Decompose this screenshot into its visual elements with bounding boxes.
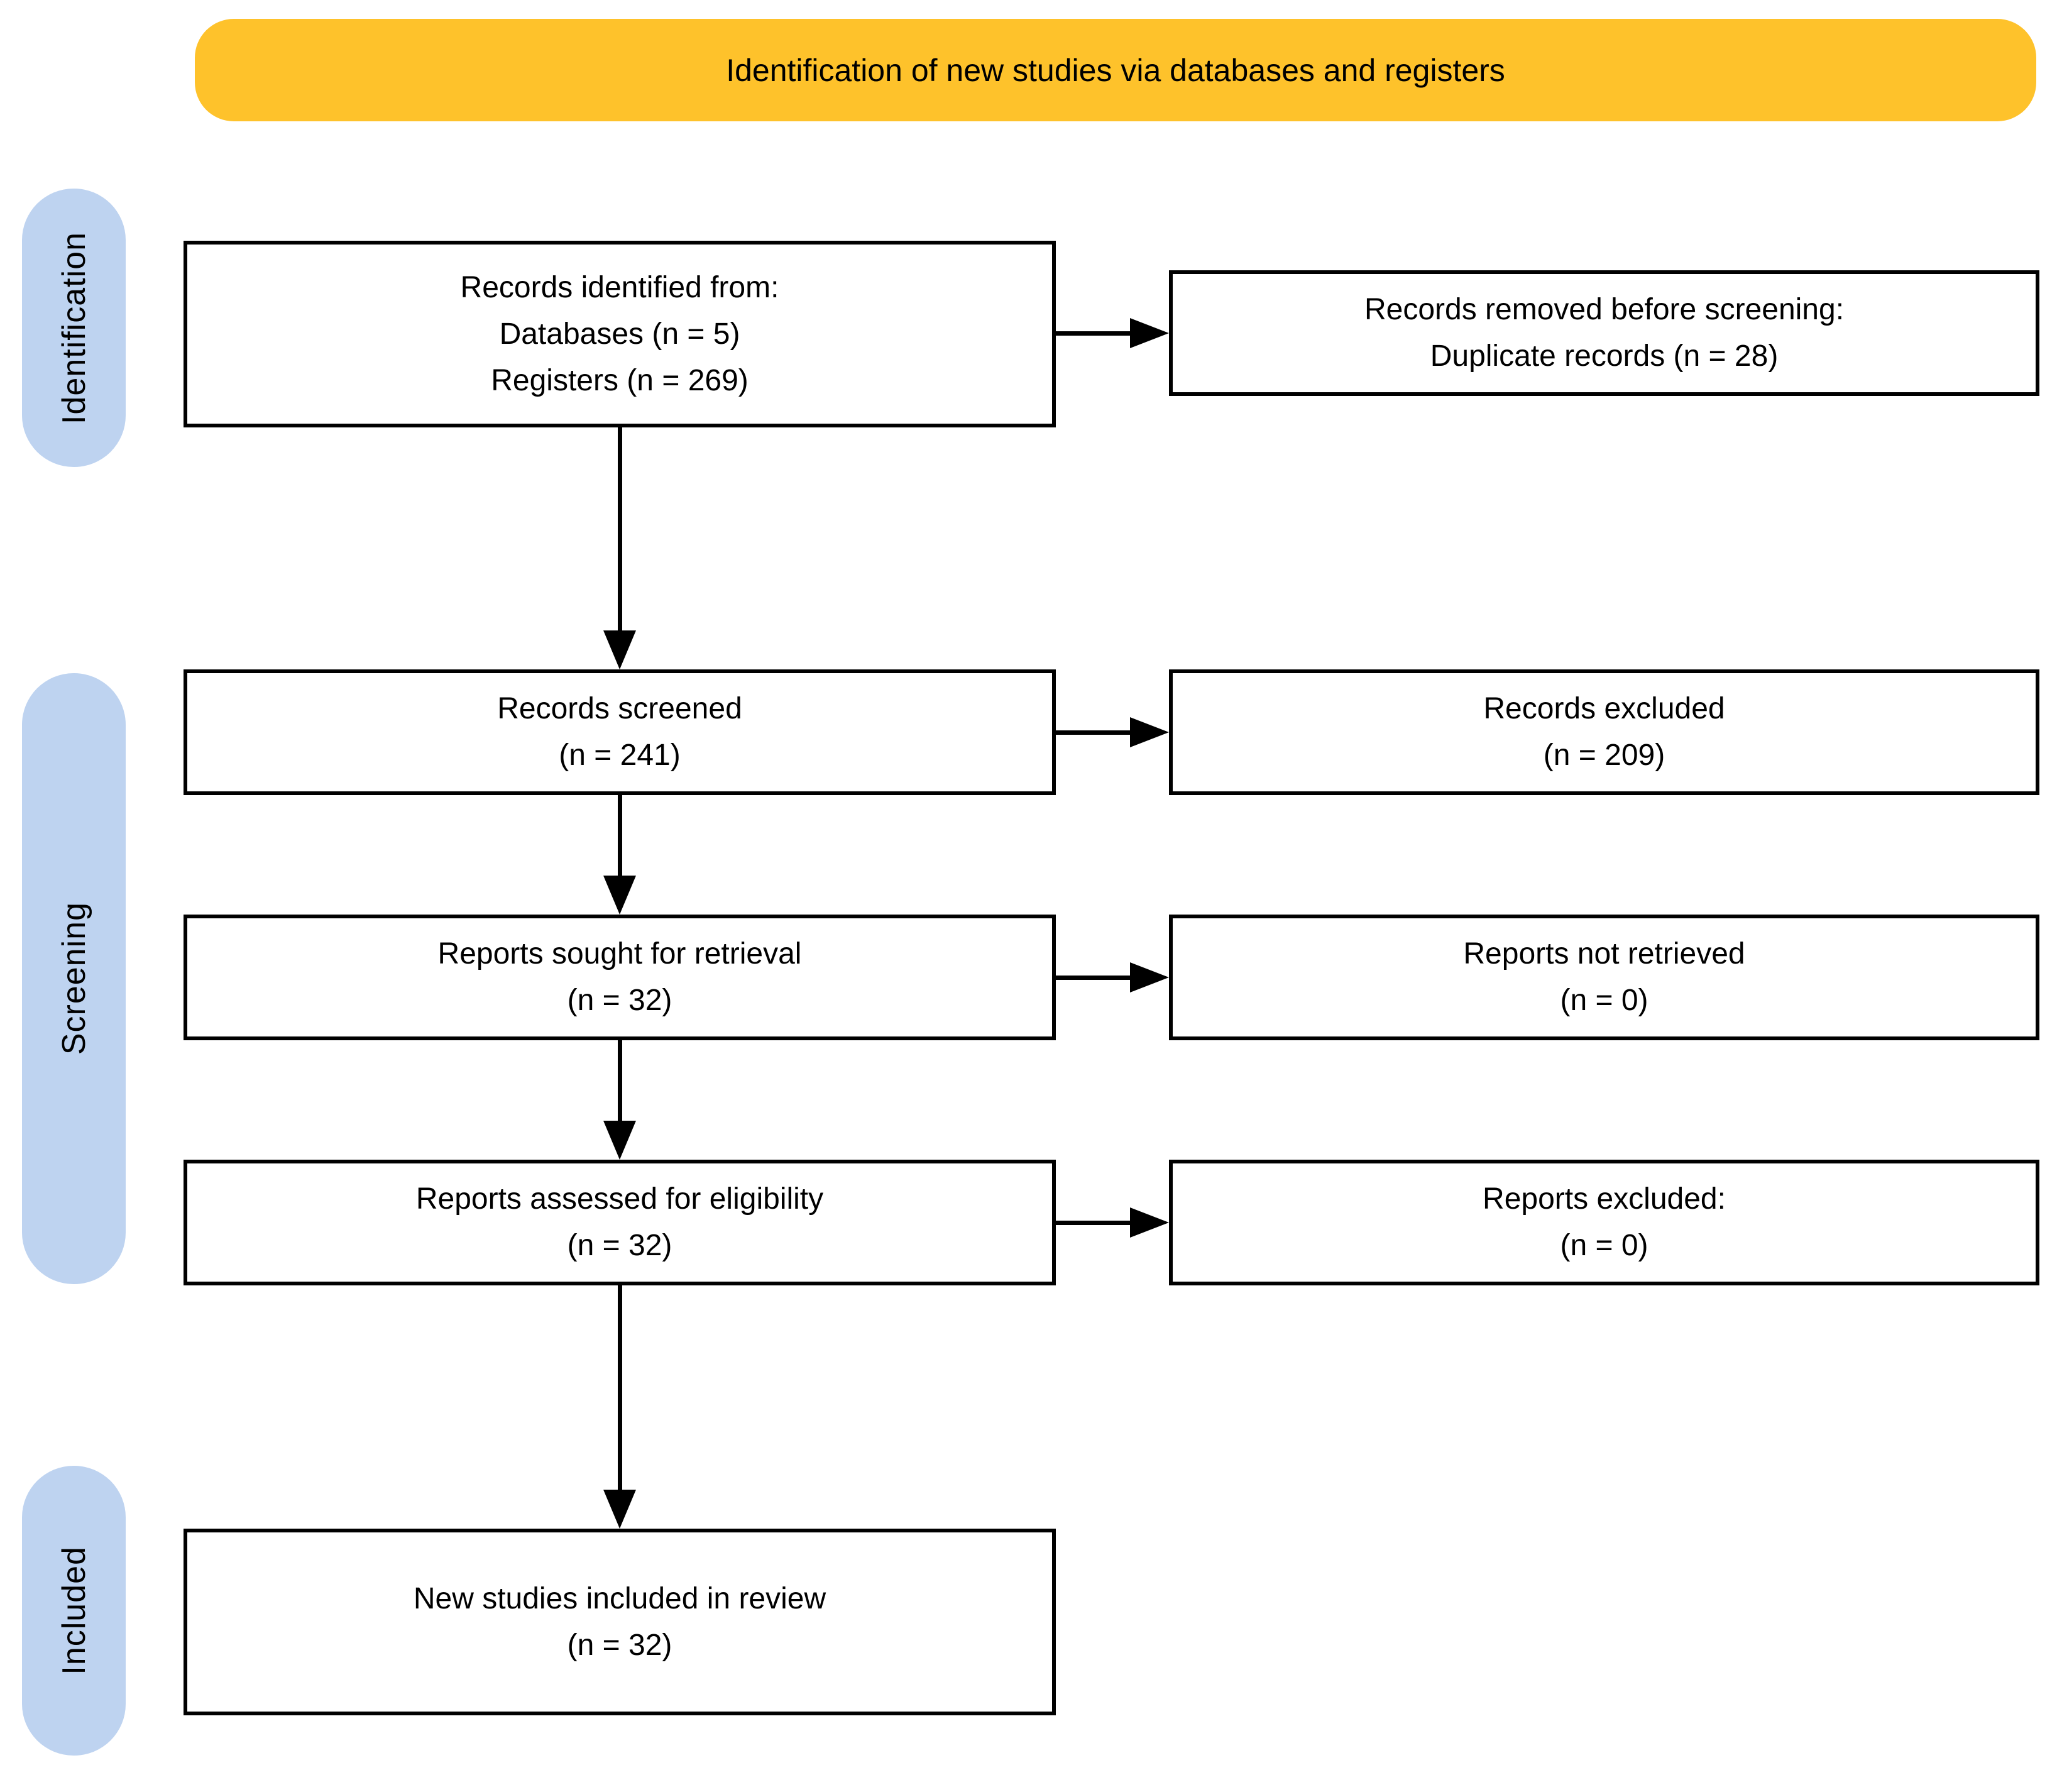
box-line: (n = 32) xyxy=(567,1229,672,1262)
arrow-screened-to-excluded xyxy=(1056,730,1133,735)
box-line: Records excluded xyxy=(1483,692,1725,725)
box-line: Records removed before screening: xyxy=(1364,293,1845,326)
box-reports-sought xyxy=(184,915,1056,1040)
arrow-down-head-icon xyxy=(603,630,636,669)
box-studies-included xyxy=(184,1529,1056,1715)
arrow-down-head-icon xyxy=(603,1490,636,1529)
box-records-excluded xyxy=(1169,669,2039,795)
arrow-sought-to-assessed xyxy=(618,1040,622,1122)
box-records-screened xyxy=(184,669,1056,795)
arrow-down-head-icon xyxy=(603,876,636,915)
arrow-sought-to-not-retrieved xyxy=(1056,976,1133,980)
box-line: Reports not retrieved xyxy=(1463,937,1745,970)
arrow-assessed-to-reports-excluded xyxy=(1056,1221,1133,1225)
arrow-right-head-icon xyxy=(1130,962,1169,992)
box-line: Reports excluded: xyxy=(1483,1182,1726,1216)
box-line: (n = 209) xyxy=(1543,739,1665,772)
box-line: Reports sought for retrieval xyxy=(437,937,802,970)
stage-label-identification: Identification xyxy=(55,231,92,424)
arrow-identified-to-screened xyxy=(618,427,622,632)
box-line: (n = 32) xyxy=(567,984,672,1017)
arrow-screened-to-sought xyxy=(618,795,622,877)
box-line: Databases (n = 5) xyxy=(499,317,740,351)
box-line: Reports assessed for eligibility xyxy=(415,1182,824,1216)
arrow-assessed-to-included xyxy=(618,1285,622,1491)
stage-pill-included xyxy=(22,1466,126,1756)
stage-pill-screening xyxy=(22,673,126,1284)
header-banner xyxy=(195,19,2036,121)
stage-label-screening: Screening xyxy=(55,902,92,1055)
box-line: (n = 241) xyxy=(559,739,681,772)
box-reports-excluded xyxy=(1169,1160,2039,1285)
stage-label-included: Included xyxy=(55,1546,92,1675)
box-reports-assessed xyxy=(184,1160,1056,1285)
box-line: Registers (n = 269) xyxy=(491,363,749,397)
box-line: New studies included in review xyxy=(413,1581,826,1615)
box-line: Duplicate records (n = 28) xyxy=(1430,339,1779,373)
box-line: Records screened xyxy=(497,692,742,725)
arrow-right-head-icon xyxy=(1130,717,1169,747)
arrow-right-head-icon xyxy=(1130,318,1169,348)
box-line: Records identified from: xyxy=(460,270,779,304)
box-reports-not-retrieved xyxy=(1169,915,2039,1040)
box-line: (n = 0) xyxy=(1560,1229,1648,1262)
arrow-down-head-icon xyxy=(603,1121,636,1160)
box-line: (n = 0) xyxy=(1560,984,1648,1017)
box-line: (n = 32) xyxy=(567,1628,672,1662)
box-records-identified xyxy=(184,241,1056,427)
arrow-identified-to-removed xyxy=(1056,331,1133,336)
arrow-right-head-icon xyxy=(1130,1207,1169,1238)
stage-pill-identification xyxy=(22,189,126,467)
header-title: Identification of new studies via databases and registers xyxy=(726,52,1505,88)
box-records-removed xyxy=(1169,270,2039,396)
